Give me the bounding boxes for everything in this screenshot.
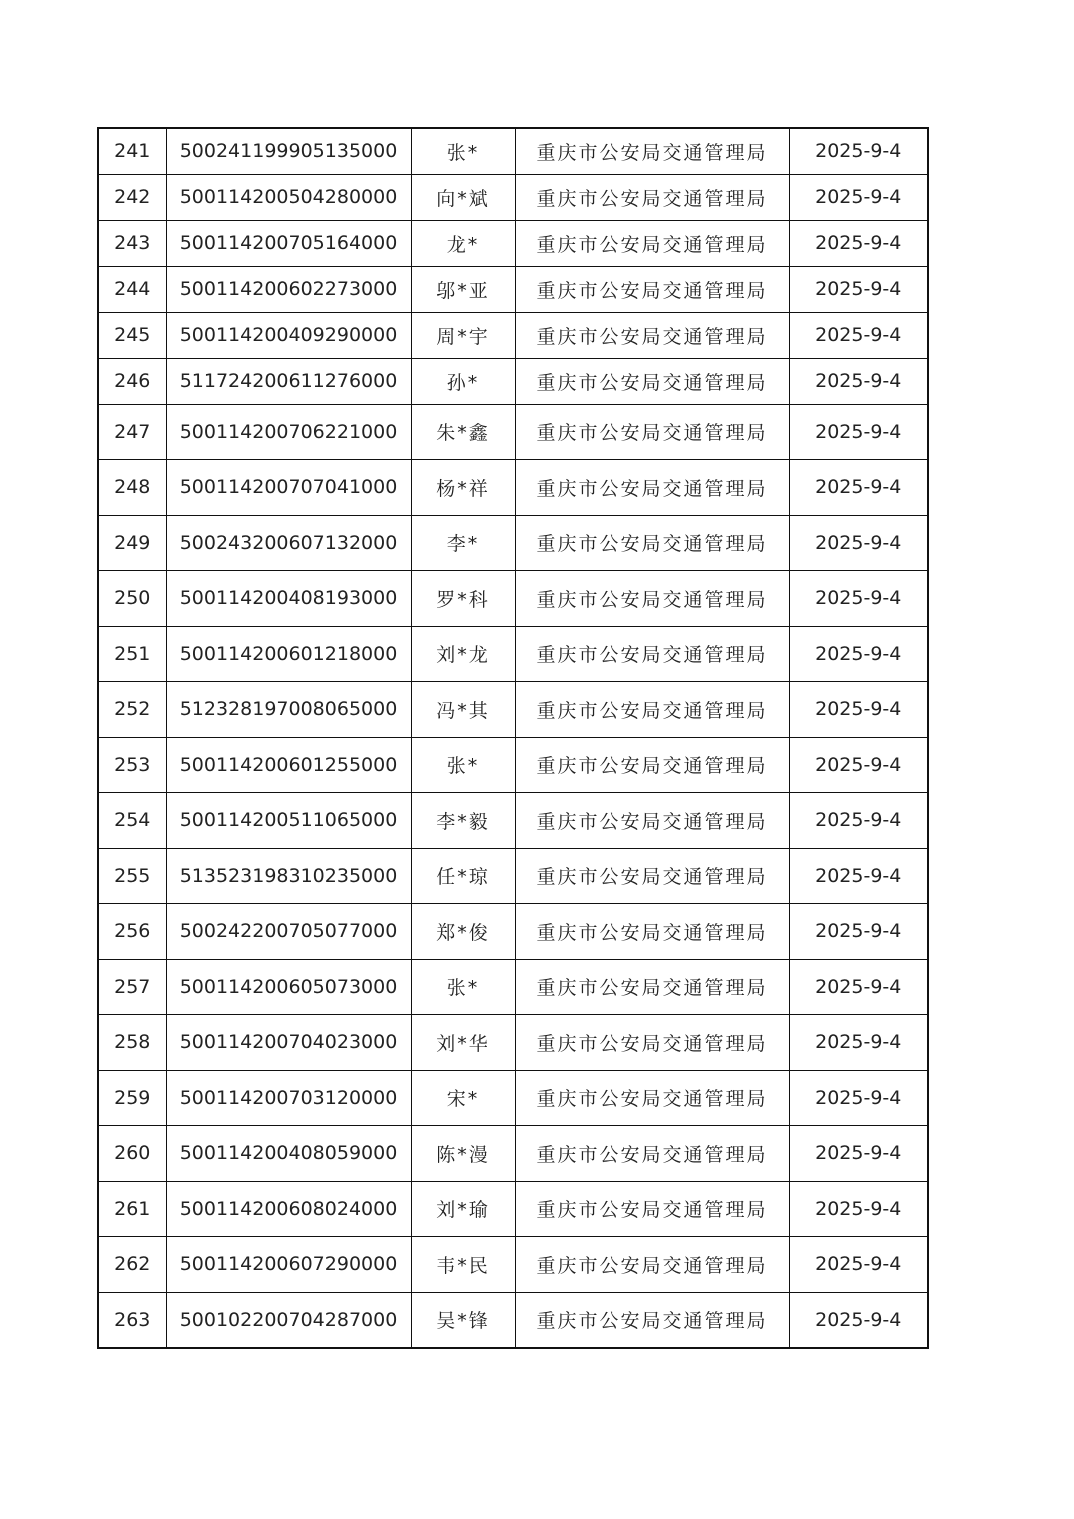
- row-number-cell: 249: [98, 515, 166, 571]
- table-row: [98, 682, 928, 738]
- row-number-cell: 244: [98, 266, 166, 312]
- id-number-cell: 500114200704023000: [166, 1015, 411, 1071]
- name-cell: 宋*: [411, 1070, 515, 1126]
- table-row: [98, 128, 928, 174]
- row-number-cell: 258: [98, 1015, 166, 1071]
- row-number-cell: 248: [98, 460, 166, 516]
- organization-cell: 重庆市公安局交通管理局: [515, 571, 789, 627]
- row-number-cell: 256: [98, 904, 166, 960]
- id-number-cell: 500243200607132000: [166, 515, 411, 571]
- name-cell: 刘*龙: [411, 626, 515, 682]
- table-row: [98, 1126, 928, 1182]
- name-cell: 郑*俊: [411, 904, 515, 960]
- records-table: [97, 127, 929, 1349]
- row-number-cell: 257: [98, 959, 166, 1015]
- organization-cell: 重庆市公安局交通管理局: [515, 174, 789, 220]
- row-number-cell: 243: [98, 220, 166, 266]
- date-cell: 2025-9-4: [789, 793, 928, 849]
- organization-cell: 重庆市公安局交通管理局: [515, 793, 789, 849]
- id-number-cell: 500242200705077000: [166, 904, 411, 960]
- date-cell: 2025-9-4: [789, 682, 928, 738]
- name-cell: 周*宇: [411, 312, 515, 358]
- date-cell: 2025-9-4: [789, 128, 928, 174]
- organization-cell: 重庆市公安局交通管理局: [515, 358, 789, 404]
- id-number-cell: 500114200705164000: [166, 220, 411, 266]
- row-number-cell: 246: [98, 358, 166, 404]
- organization-cell: 重庆市公安局交通管理局: [515, 682, 789, 738]
- name-cell: 韦*民: [411, 1237, 515, 1293]
- organization-cell: 重庆市公安局交通管理局: [515, 460, 789, 516]
- name-cell: 张*: [411, 959, 515, 1015]
- table-row: [98, 220, 928, 266]
- table-row: [98, 460, 928, 516]
- date-cell: 2025-9-4: [789, 1181, 928, 1237]
- id-number-cell: 500114200706221000: [166, 404, 411, 460]
- table-row: [98, 1237, 928, 1293]
- table-row: [98, 266, 928, 312]
- organization-cell: 重庆市公安局交通管理局: [515, 1292, 789, 1348]
- date-cell: 2025-9-4: [789, 174, 928, 220]
- date-cell: 2025-9-4: [789, 1126, 928, 1182]
- organization-cell: 重庆市公安局交通管理局: [515, 959, 789, 1015]
- row-number-cell: 241: [98, 128, 166, 174]
- date-cell: 2025-9-4: [789, 904, 928, 960]
- date-cell: 2025-9-4: [789, 1070, 928, 1126]
- id-number-cell: 500102200704287000: [166, 1292, 411, 1348]
- row-number-cell: 252: [98, 682, 166, 738]
- table-row: [98, 848, 928, 904]
- organization-cell: 重庆市公安局交通管理局: [515, 1237, 789, 1293]
- name-cell: 邬*亚: [411, 266, 515, 312]
- name-cell: 龙*: [411, 220, 515, 266]
- id-number-cell: 500114200601218000: [166, 626, 411, 682]
- row-number-cell: 262: [98, 1237, 166, 1293]
- row-number-cell: 247: [98, 404, 166, 460]
- id-number-cell: 500114200707041000: [166, 460, 411, 516]
- date-cell: 2025-9-4: [789, 1237, 928, 1293]
- table-row: [98, 793, 928, 849]
- organization-cell: 重庆市公安局交通管理局: [515, 266, 789, 312]
- name-cell: 张*: [411, 737, 515, 793]
- id-number-cell: 500114200408059000: [166, 1126, 411, 1182]
- name-cell: 刘*华: [411, 1015, 515, 1071]
- name-cell: 李*: [411, 515, 515, 571]
- organization-cell: 重庆市公安局交通管理局: [515, 515, 789, 571]
- table-row: [98, 571, 928, 627]
- row-number-cell: 245: [98, 312, 166, 358]
- table-row: [98, 1070, 928, 1126]
- table-row: [98, 1015, 928, 1071]
- date-cell: 2025-9-4: [789, 1292, 928, 1348]
- id-number-cell: 500241199905135000: [166, 128, 411, 174]
- name-cell: 吴*锋: [411, 1292, 515, 1348]
- row-number-cell: 261: [98, 1181, 166, 1237]
- row-number-cell: 259: [98, 1070, 166, 1126]
- id-number-cell: 500114200409290000: [166, 312, 411, 358]
- name-cell: 杨*祥: [411, 460, 515, 516]
- date-cell: 2025-9-4: [789, 358, 928, 404]
- date-cell: 2025-9-4: [789, 1015, 928, 1071]
- row-number-cell: 255: [98, 848, 166, 904]
- date-cell: 2025-9-4: [789, 460, 928, 516]
- date-cell: 2025-9-4: [789, 626, 928, 682]
- id-number-cell: 500114200504280000: [166, 174, 411, 220]
- date-cell: 2025-9-4: [789, 737, 928, 793]
- id-number-cell: 500114200511065000: [166, 793, 411, 849]
- organization-cell: 重庆市公安局交通管理局: [515, 1015, 789, 1071]
- name-cell: 李*毅: [411, 793, 515, 849]
- row-number-cell: 250: [98, 571, 166, 627]
- date-cell: 2025-9-4: [789, 266, 928, 312]
- organization-cell: 重庆市公安局交通管理局: [515, 404, 789, 460]
- id-number-cell: 500114200408193000: [166, 571, 411, 627]
- row-number-cell: 253: [98, 737, 166, 793]
- name-cell: 向*斌: [411, 174, 515, 220]
- organization-cell: 重庆市公安局交通管理局: [515, 220, 789, 266]
- date-cell: 2025-9-4: [789, 220, 928, 266]
- date-cell: 2025-9-4: [789, 848, 928, 904]
- id-number-cell: 500114200607290000: [166, 1237, 411, 1293]
- date-cell: 2025-9-4: [789, 404, 928, 460]
- organization-cell: 重庆市公安局交通管理局: [515, 312, 789, 358]
- id-number-cell: 500114200601255000: [166, 737, 411, 793]
- organization-cell: 重庆市公安局交通管理局: [515, 1126, 789, 1182]
- id-number-cell: 512328197008065000: [166, 682, 411, 738]
- row-number-cell: 242: [98, 174, 166, 220]
- organization-cell: 重庆市公安局交通管理局: [515, 1070, 789, 1126]
- name-cell: 陈*漫: [411, 1126, 515, 1182]
- table-row: [98, 174, 928, 220]
- name-cell: 孙*: [411, 358, 515, 404]
- organization-cell: 重庆市公安局交通管理局: [515, 737, 789, 793]
- name-cell: 罗*科: [411, 571, 515, 627]
- organization-cell: 重庆市公安局交通管理局: [515, 848, 789, 904]
- name-cell: 朱*鑫: [411, 404, 515, 460]
- table-row: [98, 358, 928, 404]
- id-number-cell: 500114200703120000: [166, 1070, 411, 1126]
- date-cell: 2025-9-4: [789, 959, 928, 1015]
- table-row: [98, 404, 928, 460]
- organization-cell: 重庆市公安局交通管理局: [515, 1181, 789, 1237]
- table-row: [98, 959, 928, 1015]
- row-number-cell: 254: [98, 793, 166, 849]
- table-row: [98, 1181, 928, 1237]
- row-number-cell: 263: [98, 1292, 166, 1348]
- name-cell: 任*琼: [411, 848, 515, 904]
- table-row: [98, 904, 928, 960]
- date-cell: 2025-9-4: [789, 515, 928, 571]
- row-number-cell: 260: [98, 1126, 166, 1182]
- organization-cell: 重庆市公安局交通管理局: [515, 626, 789, 682]
- table-row: [98, 1292, 928, 1348]
- name-cell: 刘*瑜: [411, 1181, 515, 1237]
- id-number-cell: 500114200605073000: [166, 959, 411, 1015]
- table-row: [98, 626, 928, 682]
- table-row: [98, 737, 928, 793]
- records-table-body: [98, 128, 928, 1348]
- id-number-cell: 511724200611276000: [166, 358, 411, 404]
- table-row: [98, 515, 928, 571]
- id-number-cell: 500114200608024000: [166, 1181, 411, 1237]
- organization-cell: 重庆市公安局交通管理局: [515, 128, 789, 174]
- organization-cell: 重庆市公安局交通管理局: [515, 904, 789, 960]
- name-cell: 张*: [411, 128, 515, 174]
- date-cell: 2025-9-4: [789, 571, 928, 627]
- row-number-cell: 251: [98, 626, 166, 682]
- table-row: [98, 312, 928, 358]
- id-number-cell: 500114200602273000: [166, 266, 411, 312]
- id-number-cell: 513523198310235000: [166, 848, 411, 904]
- date-cell: 2025-9-4: [789, 312, 928, 358]
- name-cell: 冯*其: [411, 682, 515, 738]
